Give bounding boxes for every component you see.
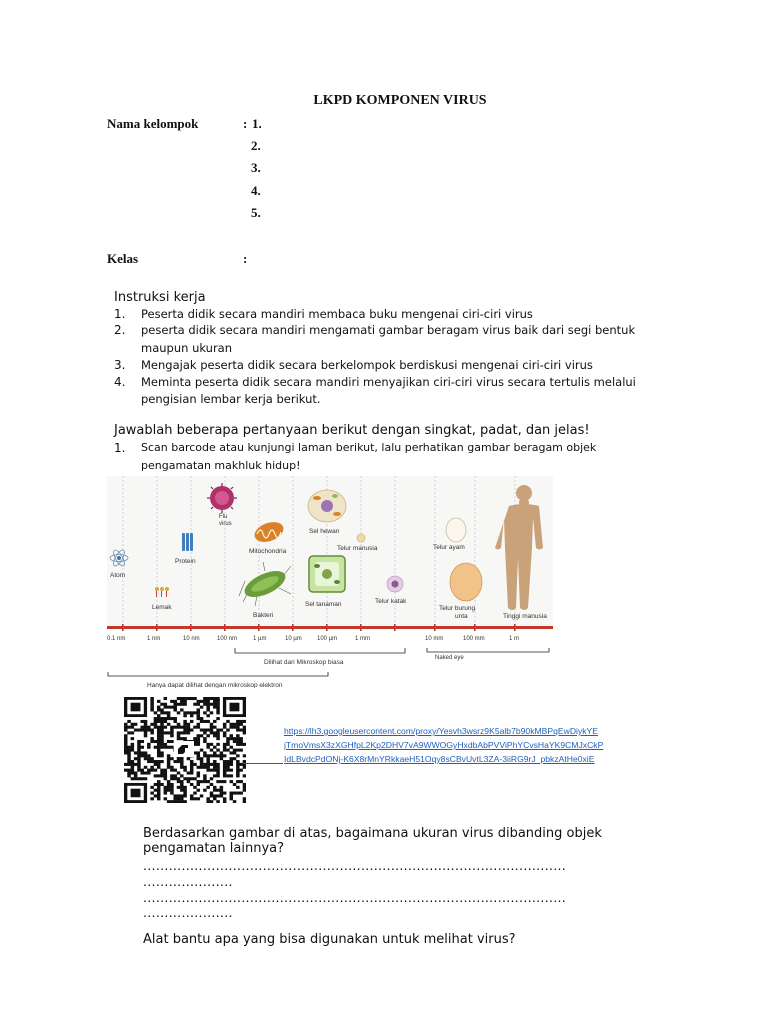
instruction-text: Meminta peserta didik secara mandiri menyajikan ciri-ciri virus secara tertulis melalui <box>141 375 636 389</box>
answer-dots[interactable]: ..................... <box>143 905 233 920</box>
tick-label: 1 nm <box>147 636 161 642</box>
label-mikroskop-biasa: Dilihat dari Mikroskop biasa <box>264 659 344 666</box>
instruction-number: 3. <box>114 358 126 372</box>
answer-dots[interactable]: ................................................................................................... <box>143 890 567 905</box>
size-scale-figure <box>105 476 555 688</box>
label-bakteri: Bakteri <box>253 612 274 619</box>
link-line-2[interactable]: jTmoVmsX3zXGHfpL2Kp2DHV7vA9WWOGyHxdbAbPVViPhYCvsHaYK9CMJxCkP <box>284 740 604 750</box>
qr-code[interactable] <box>124 697 246 803</box>
flu-virus-icon <box>207 483 237 513</box>
link-line-1[interactable]: https://lh3.googleusercontent.com/proxy/Yesvh3wsrz9K5alb7b90kMBPqEwDiykYE <box>284 726 598 736</box>
tick-label: 10 µm <box>285 636 302 642</box>
group-colon: : <box>243 116 248 131</box>
tick-label: 1 m <box>509 636 520 642</box>
label-protein: Protein <box>175 558 196 565</box>
link-line-3[interactable]: IdLBvdcPdONj-K6X8rMnYRkkaeH51Oqy8sCBvUvtL3ZA-3iiRG9rJ_pbkzAtHe0xiE <box>284 754 595 764</box>
instruction-number: 1. <box>114 307 126 321</box>
question-number: 1. <box>114 441 126 455</box>
tick-label: 1 mm <box>355 636 370 642</box>
group-label: Nama kelompok <box>107 116 199 131</box>
class-colon: : <box>243 251 248 266</box>
answer-dots[interactable]: ..................... <box>143 874 233 889</box>
instructions-heading: Instruksi kerja <box>114 290 206 305</box>
link-underline-lead <box>243 763 283 764</box>
label-flu: Flu <box>219 514 228 520</box>
chicken-egg-icon <box>446 518 466 542</box>
group-number-2: 2. <box>251 138 261 153</box>
label-telur-burung: Telur burung <box>439 605 476 612</box>
instruction-text: peserta didik secara mandiri mengamati gambar beragam virus baik dari segi bentuk <box>141 323 636 337</box>
label-atom: Atom <box>110 572 126 579</box>
label-sel-tanaman: Sel tanaman <box>305 601 342 608</box>
group-number-5: 5. <box>251 205 261 220</box>
class-label: Kelas <box>107 251 139 266</box>
label-unta: unta <box>455 613 468 620</box>
frog-egg-icon <box>387 576 403 592</box>
question-text-cont: pengamatan makhluk hidup! <box>141 459 301 472</box>
label-telur-ayam: Telur ayam <box>433 544 465 551</box>
group-number-4: 4. <box>251 183 261 198</box>
instruction-text-cont: pengisian lembar kerja berikut. <box>141 392 321 406</box>
label-tinggi-manusia: Tinggi manusia <box>503 613 547 620</box>
scale-bar <box>107 626 553 629</box>
instruction-number: 4. <box>114 375 126 389</box>
label-mitochondria: Mitochondria <box>249 548 287 555</box>
group-number-3: 3. <box>251 160 261 175</box>
label-mikroskop-elektron: Hanya dapat dilihat dengan mikroskop elektron <box>147 682 283 688</box>
instruction-text: Mengajak peserta didik secara berkelompok berdiskusi mengenai ciri-ciri virus <box>141 358 593 372</box>
label-lemak: Lemak <box>152 604 172 611</box>
label-naked-eye: Naked eye <box>435 655 464 661</box>
tick-label: 100 µm <box>317 636 338 642</box>
plant-cell-icon <box>309 556 345 592</box>
question-text: Berdasarkan gambar di atas, bagaimana ukuran virus dibanding objek <box>143 826 602 841</box>
human-egg-icon <box>357 534 365 542</box>
question-text: Alat bantu apa yang bisa digunakan untuk melihat virus? <box>143 932 516 947</box>
instruction-text: Peserta didik secara mandiri membaca buku mengenai ciri-ciri virus <box>141 307 533 321</box>
ostrich-egg-icon <box>450 563 482 601</box>
tick-label: 100 nm <box>217 636 238 642</box>
tick-label: 1 µm <box>253 636 267 642</box>
tick-label: 100 mm <box>463 636 485 642</box>
tick-label: 10 mm <box>425 636 444 642</box>
page-title: LKPD KOMPONEN VIRUS <box>313 93 487 108</box>
tick-label: 10 nm <box>183 636 200 642</box>
animal-cell-icon <box>308 490 346 522</box>
question-text-cont: pengamatan lainnya? <box>143 841 285 856</box>
question-text: Scan barcode atau kunjungi laman berikut, lalu perhatikan gambar beragam objek <box>141 441 597 454</box>
label-telur-katak: Telur katak <box>375 598 407 605</box>
label-telur-manusia: Telur manusia <box>337 545 378 552</box>
group-number-1: 1. <box>252 116 262 131</box>
answer-dots[interactable]: ................................................................................................... <box>143 858 567 873</box>
tick-label: 0.1 nm <box>107 636 126 642</box>
label-virus: virus <box>219 521 232 527</box>
instruction-text-cont: maupun ukuran <box>141 341 233 355</box>
instruction-number: 2. <box>114 323 126 337</box>
label-sel-hewan: Sel hewan <box>309 528 340 535</box>
protein-icon <box>182 533 193 551</box>
questions-heading: Jawablah beberapa pertanyaan berikut dengan singkat, padat, dan jelas! <box>114 423 590 438</box>
